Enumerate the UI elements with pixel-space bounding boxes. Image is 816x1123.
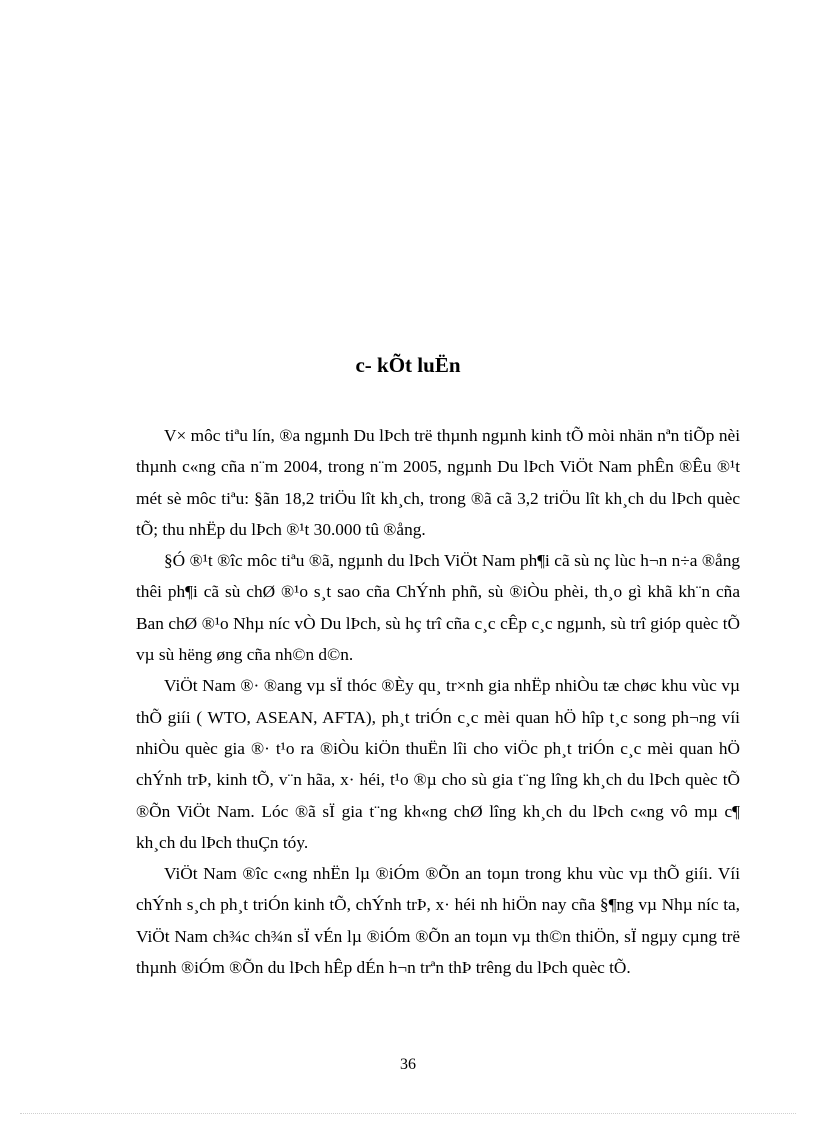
body-text xyxy=(136,420,740,983)
page-number: 36 xyxy=(400,1056,416,1073)
paragraph-1: V× môc tiªu lín, ®a ngµnh Du lÞch trë thµnh ngµnh kinh tÕ mòi nhän nªn tiÕp nèi thµnh c«ng cña n¨m 2004, trong n¨m 2005, ngµnh Du lÞch ViÖt Nam phÊn ®Êu ®¹t mét sè môc tiªu: §ãn 18,2 triÖu lît kh¸ch, trong ®ã cã 3,2 triÖu lît kh¸ch du lÞch quèc tÕ; thu nhËp du lÞch ®¹t 30.000 tû ®ång. xyxy=(136,426,740,539)
paragraph-4: ViÖt Nam ®îc c«ng nhËn lµ ®iÓm ®Õn an toµn trong khu vùc vµ thÕ giíi. Víi chÝnh s¸ch ph¸t triÓn kinh tÕ, chÝnh trÞ, x· héi nh hiÖn nay cña §¶ng vµ Nhµ níc ta, ViÖt Nam ch¾c ch¾n sÏ vÉn lµ ®iÓm ®Õn an toµn vµ th©n thiÖn, sÏ ngµy cµng trë thµnh ®iÓm ®Õn du lÞch hÊp dÉn h¬n trªn thÞ trêng du lÞch quèc tÕ. xyxy=(136,864,740,978)
section-heading: c- kÕt luËn xyxy=(355,353,461,377)
paragraph-3: ViÖt Nam ®· ®ang vµ sÏ thóc ®Èy qu¸ tr×nh gia nhËp nhiÒu tæ chøc khu vùc vµ thÕ giíi ( WTO, ASEAN, AFTA), ph¸t triÓn c¸c mèi quan hÖ hîp t¸c song ph¬ng víi nhiÒu quèc gia ®· t¹o ra ®iÒu kiÖn thuËn lîi cho viÖc ph¸t triÓn c¸c mèi quan hÖ chÝnh trÞ, kinh tÕ, v¨n hãa, x· héi, t¹o ®µ cho sù gia t¨ng lîng kh¸ch du lÞch quèc tÕ ®Õn ViÖt Nam. Lóc ®ã sÏ gia t¨ng kh«ng chØ lîng kh¸ch du lÞch c«ng vô mµ c¶ kh¸ch du lÞch thuÇn tóy. xyxy=(136,676,740,852)
paragraph-2: §Ó ®¹t ®îc môc tiªu ®ã, ngµnh du lÞch ViÖt Nam ph¶i cã sù nç lùc h¬n n÷a ®ång thêi ph¶i cã sù chØ ®¹o s¸t sao cña ChÝnh phñ, sù ®iÒu phèi, th¸o gì khã kh¨n cña Ban chØ ®¹o Nhµ níc vÒ Du lÞch, sù hç trî cña c¸c cÊp c¸c ngµnh, sù trî gióp quèc tÕ vµ sù hëng øng cña nh©n d©n. xyxy=(136,551,740,665)
page-bottom-divider xyxy=(20,1113,796,1114)
